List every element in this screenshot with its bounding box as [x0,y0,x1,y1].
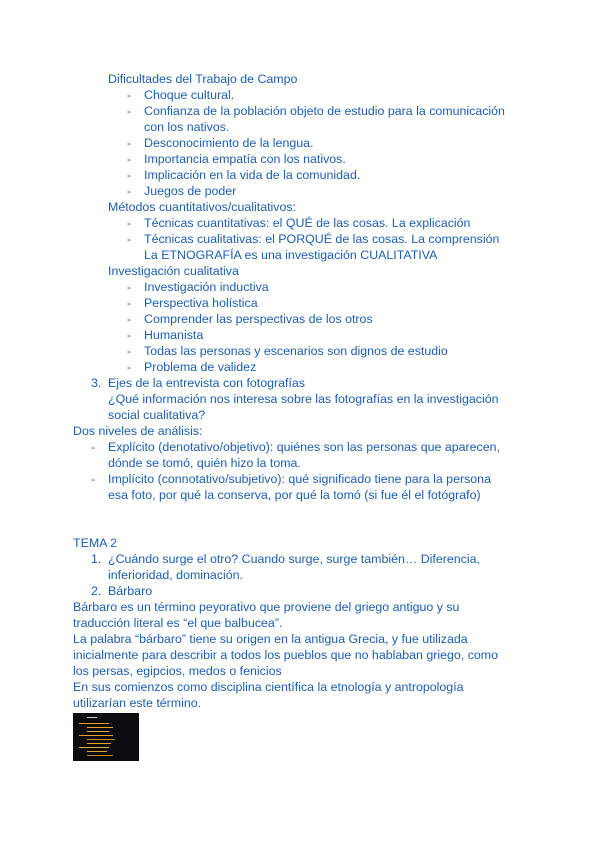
list-item-continued: La ETNOGRAFÍA es una investigación CUALITATIVA [144,248,438,262]
qualitative-heading: Investigación cualitativa [108,264,239,278]
list-item: Problema de validez [144,360,257,374]
paragraph-line: utilizarían este término. [73,696,202,710]
list-number: 2. [91,584,102,598]
bullet-dash: - [127,280,132,294]
list-item: Bárbaro [108,584,153,598]
list-item-continued: inferioridad, dominación. [108,568,243,582]
list-item: Todas las personas y escenarios son dignos de estudio [144,344,448,358]
list-item: Técnicas cuantitativas: el QUÉ de las cosas. La explicación [144,216,471,230]
bullet-dash: - [127,344,132,358]
paragraph-line: La palabra “bárbaro” tiene su origen en la antigua Grecia, y fue utilizada [73,632,468,646]
levels-heading: Dos niveles de análisis: [73,424,203,438]
list-item-continued: esa foto, por qué la conserva, por qué la tomó (si fue él el fotógrafo) [108,488,481,502]
list-number: 3. [91,376,102,390]
list-item: Desconocimiento de la lengua. [144,136,314,150]
list-item: Técnicas cualitativas: el PORQUÉ de las cosas. La comprensión [144,232,500,246]
list-item: Explícito (denotativo/objetivo): quiénes son las personas que aparecen, [108,440,500,454]
list-item: Juegos de poder [144,184,237,198]
bullet-dash: - [127,360,132,374]
list-item: ¿Cuándo surge el otro? Cuando surge, surge también… Diferencia, [108,552,480,566]
bullet-dash: - [127,312,132,326]
list-item: Comprender las perspectivas de los otros [144,312,373,326]
paragraph-line: En sus comienzos como disciplina científica la etnología y antropología [73,680,464,694]
interview-question: ¿Qué información nos interesa sobre las fotografías en la investigación [108,392,499,406]
bullet-dash: - [127,328,132,342]
embedded-image [73,713,139,761]
list-item: Implícito (connotativo/subjetivo): qué significado tiene para la persona [108,472,491,486]
paragraph-line: traducción literal es “el que balbucea”. [73,616,283,630]
list-item: Investigación inductiva [144,280,269,294]
bullet-dash: - [127,136,132,150]
bullet-dash: - [127,296,132,310]
bullet-dash: - [127,216,132,230]
bullet-dash: - [127,88,132,102]
interview-heading: Ejes de la entrevista con fotografías [108,376,305,390]
list-item: Confianza de la población objeto de estudio para la comunicación [144,104,505,118]
list-item-continued: dónde se tomó, quién hizo la toma. [108,456,301,470]
bullet-dash: - [127,232,132,246]
bullet-dash: - [127,104,132,118]
paragraph-line: inicialmente para describir a todos los pueblos que no hablaban griego, como [73,648,498,662]
fieldwork-heading: Dificultades del Trabajo de Campo [108,72,298,86]
list-item: Importancia empatía con los nativos. [144,152,346,166]
bullet-dash: - [127,184,132,198]
bullet-dash: - [127,152,132,166]
paragraph-line: Bárbaro es un término peyorativo que proviene del griego antiguo y su [73,600,460,614]
section-title: TEMA 2 [73,536,118,550]
list-item-continued: con los nativos. [144,120,230,134]
list-item: Humanista [144,328,204,342]
bullet-dash: - [127,168,132,182]
interview-question-continued: social cualitativa? [108,408,206,422]
bullet-dash: - [91,440,96,454]
list-item: Perspectiva holística [144,296,258,310]
paragraph-line: los persas, egipcios, medos o fenicios [73,664,282,678]
bullet-dash: - [91,472,96,486]
list-number: 1. [91,552,102,566]
list-item: Choque cultural. [144,88,235,102]
list-item: Implicación en la vida de la comunidad. [144,168,361,182]
methods-heading: Métodos cuantitativos/cualitativos: [108,200,297,214]
